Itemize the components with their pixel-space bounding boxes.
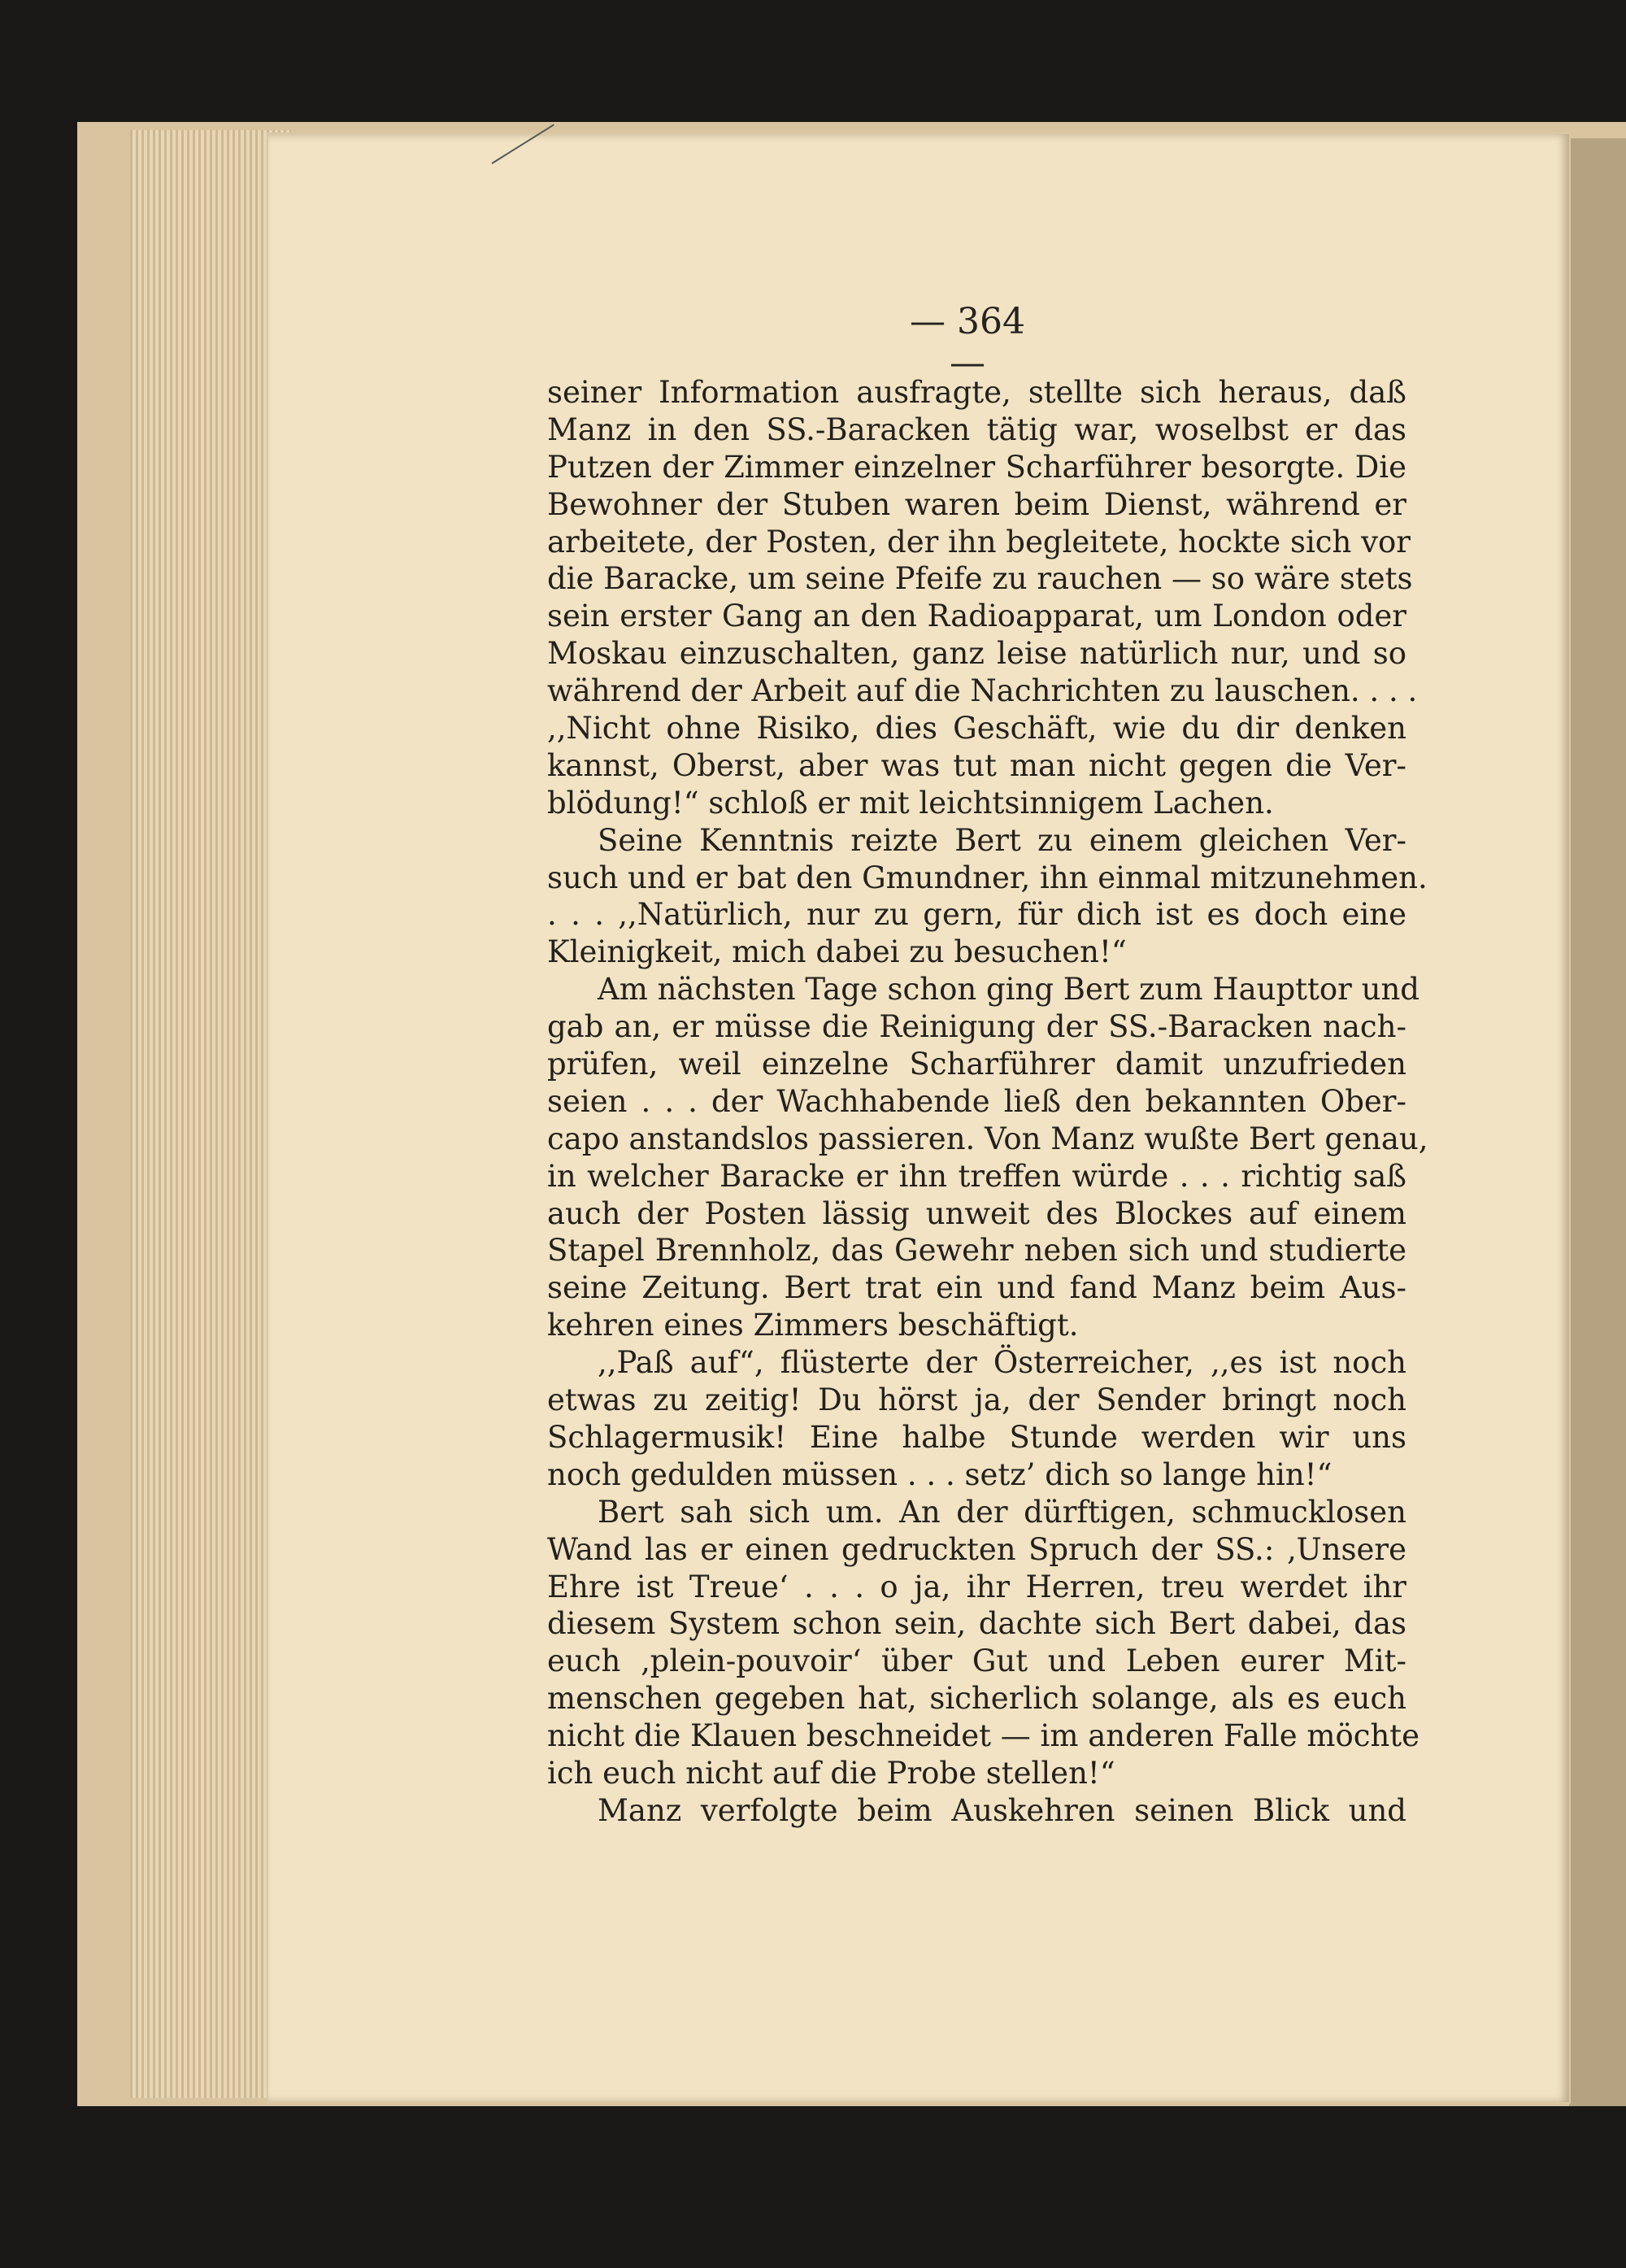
- text-line: in welcher Baracke er ihn treffen würde . . . richtig saß: [547, 1158, 1406, 1194]
- text-line: euch ‚plein-pouvoir‘ über Gut und Leben eurer Mit-: [547, 1643, 1406, 1679]
- text-line: ich euch nicht auf die Probe stellen!“: [547, 1755, 1115, 1791]
- text-line: blödung!“ schloß er mit leichtsinnigem Lachen.: [547, 785, 1274, 821]
- text-line: Schlagermusik! Eine halbe Stunde werden wir uns: [547, 1419, 1406, 1455]
- text-line: Manz verfolgte beim Auskehren seinen Blick und: [598, 1792, 1406, 1828]
- text-line: noch gedulden müssen . . . setz’ dich so lange hin!“: [547, 1456, 1333, 1492]
- text-line: Stapel Brennholz, das Gewehr neben sich und studierte: [547, 1233, 1406, 1269]
- text-line: Wand las er einen gedruckten Spruch der SS.: ‚Unsere: [547, 1531, 1406, 1567]
- text-line: menschen gegeben hat, sicherlich solange, als es euch: [547, 1681, 1406, 1717]
- text-line: seine Zeitung. Bert trat ein und fand Manz beim Aus-: [547, 1270, 1406, 1306]
- text-line: Bert sah sich um. An der dürftigen, schmucklosen: [598, 1494, 1406, 1530]
- text-line: ,,Nicht ohne Risiko, dies Geschäft, wie du dir denken: [547, 711, 1406, 747]
- page-number: — 364 —: [910, 301, 1025, 384]
- text-line: ,,Paß auf“, flüsterte der Österreicher, ,,es ist noch: [598, 1345, 1406, 1381]
- text-line: kannst, Oberst, aber was tut man nicht gegen die Ver-: [547, 747, 1406, 783]
- text-line: auch der Posten lässig unweit des Blockes auf einem: [547, 1195, 1406, 1231]
- text-line: etwas zu zeitig! Du hörst ja, der Sender bringt noch: [547, 1382, 1406, 1418]
- text-line: kehren eines Zimmers beschäftigt.: [547, 1308, 1079, 1343]
- text-line: nicht die Klauen beschneidet — im anderen Falle möchte: [547, 1718, 1420, 1754]
- text-line: seien . . . der Wachhabende ließ den bekannten Ober-: [547, 1083, 1406, 1119]
- body-text: [547, 374, 1428, 1830]
- text-line: Putzen der Zimmer einzelner Scharführer besorgte. Die: [547, 449, 1406, 485]
- text-line: arbeitete, der Posten, der ihn begleitete, hockte sich vor: [547, 524, 1411, 559]
- text-line: während der Arbeit auf die Nachrichten zu lauschen. . . .: [547, 673, 1418, 709]
- text-line: Seine Kenntnis reizte Bert zu einem gleichen Ver-: [598, 822, 1406, 858]
- text-line: seiner Information ausfragte, stellte sich heraus, daß: [547, 375, 1406, 410]
- text-line: Ehre ist Treue‘ . . . o ja, ihr Herren, treu werdet ihr: [547, 1569, 1406, 1604]
- text-line: capo anstandslos passieren. Von Manz wußte Bert genau,: [547, 1121, 1428, 1156]
- text-line: Moskau einzuschalten, ganz leise natürlich nur, und so: [547, 636, 1406, 672]
- text-line: prüfen, weil einzelne Scharführer damit unzufrieden: [547, 1047, 1406, 1082]
- text-line: gab an, er müsse die Reinigung der SS.-Baracken nach-: [547, 1009, 1406, 1045]
- text-line: Kleinigkeit, mich dabei zu besuchen!“: [547, 934, 1127, 970]
- text-line: . . . ,,Natürlich, nur zu gern, für dich ist es doch eine: [547, 897, 1406, 933]
- text-line: such und er bat den Gmundner, ihn einmal mitzunehmen.: [547, 860, 1428, 895]
- text-line: die Baracke, um seine Pfeife zu rauchen — so wäre stets: [547, 561, 1413, 597]
- text-line: sein erster Gang an den Radioapparat, um London oder: [547, 599, 1406, 634]
- text-line: diesem System schon sein, dachte sich Bert dabei, das: [547, 1606, 1406, 1642]
- text-line: Bewohner der Stuben waren beim Dienst, während er: [547, 486, 1406, 522]
- facing-page-edge: [1569, 138, 1626, 2106]
- text-line: Am nächsten Tage schon ging Bert zum Haupttor und: [598, 972, 1419, 1008]
- text-line: Manz in den SS.-Baracken tätig war, woselbst er das: [547, 411, 1406, 447]
